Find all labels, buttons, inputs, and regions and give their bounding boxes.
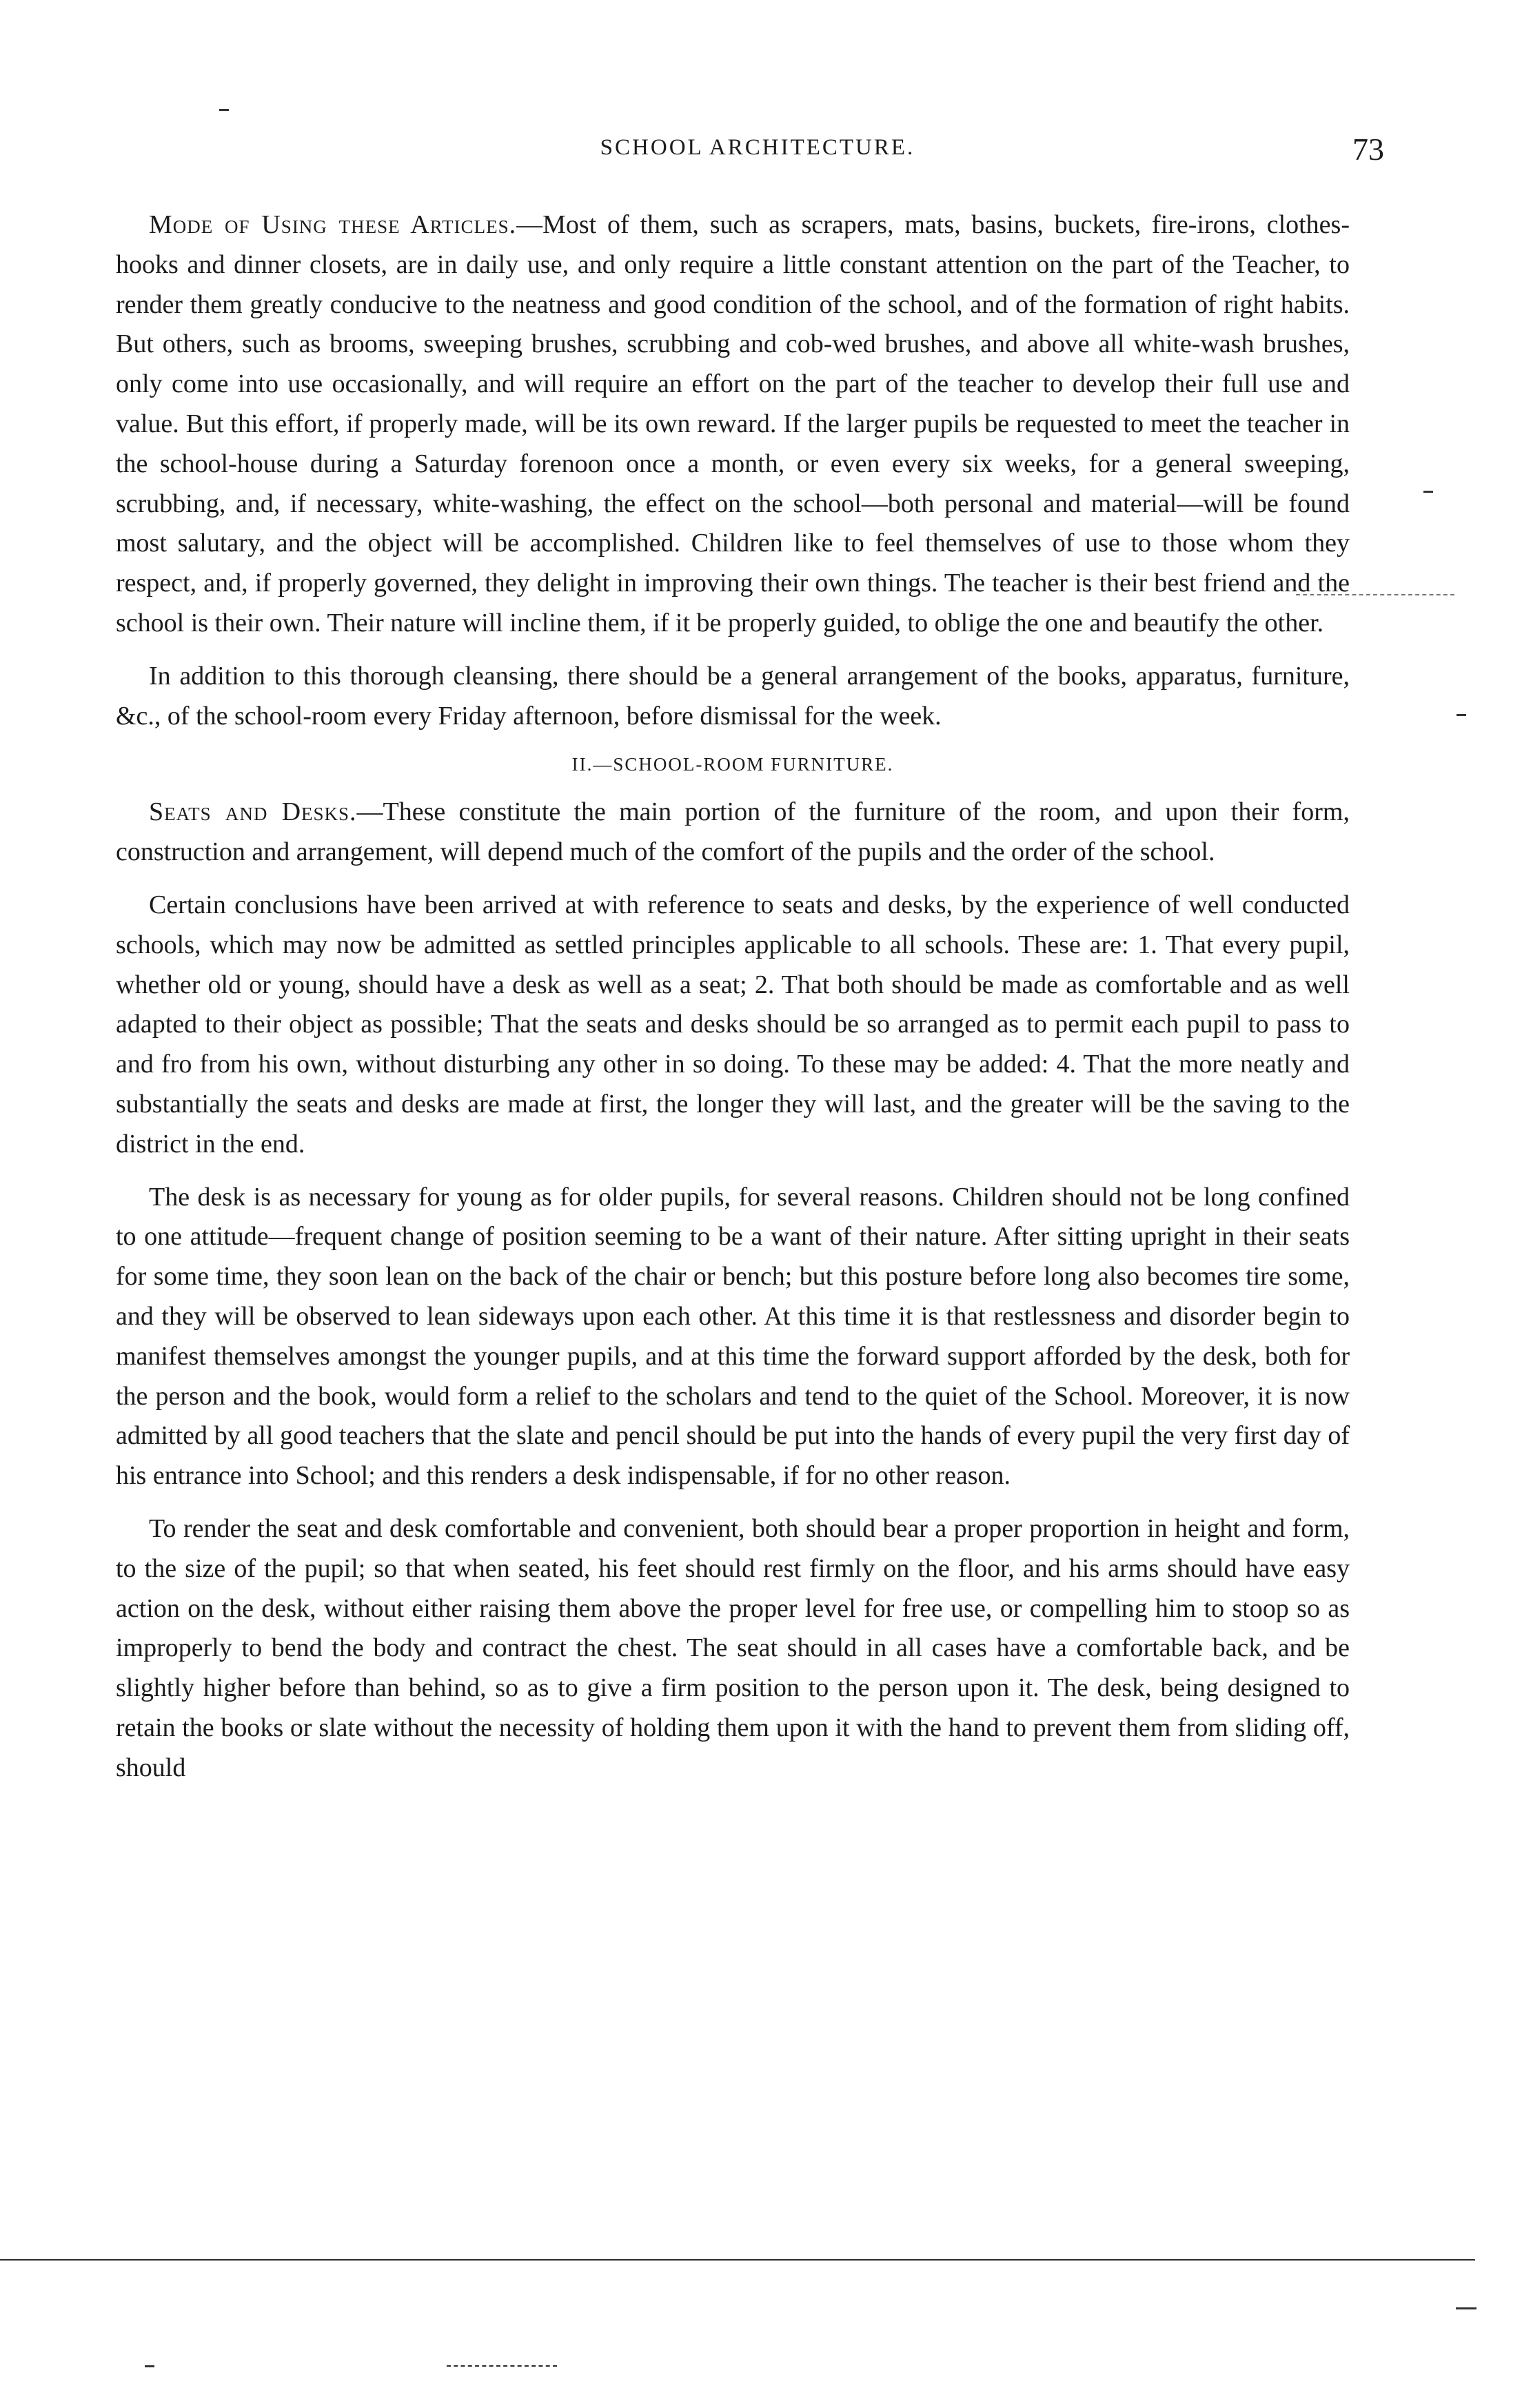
running-head — [117, 132, 1398, 176]
scan-dash-footer — [447, 2365, 557, 2367]
run-in-heading: Seats and Desks. — [149, 797, 357, 827]
section-heading-furniture: II.—SCHOOL-ROOM FURNITURE. — [571, 754, 894, 775]
paragraph-mode-of-using — [116, 205, 1350, 644]
speck — [1457, 714, 1466, 716]
paragraph-desk-necessity: The desk is as necessary for young as for older pupils, for several reasons. Children should not be long confined to one attitude—frequent change of position seeming to be a want of their nature. After sitting upright in their seats for some time, they soon lean on the back of the chair or bench; but this posture before long also becomes tire some, and they will be observed to lean sideways upon each other. At this time it is that restlessness and disorder begin to manifest themselves amongst the younger pupils, and at this time the forward support afforded by the desk, both for the person and the book, would form a relief to the scholars and tend to the quiet of the School. Moreover, it is now admitted by all good teachers that the slate and pencil should be put into the hands of every pupil the very first day of his entrance into School; and this renders a desk indispensable, if for no other reason. — [116, 1182, 1350, 1491]
speck — [219, 109, 229, 111]
paragraph-seats-and-desks — [116, 793, 1350, 873]
paragraph-conclusions: Certain conclusions have been arrived at with reference to seats and desks, by the experience of well conducted schools, which may now be admitted as settled principles applicable to all schools. These are: 1. That every pupil, whether old or young, should have a desk as well as a seat; 2. That both should be made as comfortable and as well adapted to their object as possible; That the seats and desks should be so arranged as to permit each pupil to pass to and fro from his own, without disturbing any other in so doing. To these may be added: 4. That the more neatly and substantially the seats and desks are made at first, the longer they will last, and the greater will be the saving to the district in the end. — [116, 890, 1350, 1159]
paragraph-text: —These constitute the main portion of the furniture of the room, and upon their form, construction and arrangement, will depend much of the comfort of the pupils and the order of the school. — [116, 797, 1350, 867]
scan-line-upper — [1296, 594, 1454, 595]
speck — [1423, 491, 1433, 493]
run-in-heading: Mode of Using these Articles. — [149, 210, 517, 239]
scan-line-lower — [0, 2259, 1475, 2261]
running-title: SCHOOL ARCHITECTURE. — [600, 135, 915, 160]
paragraph-arrangement: In addition to this thorough cleansing, there should be a general arrangement of the books, apparatus, furniture, &c., of the school-room every Friday afternoon, before dismissal for the week. — [116, 661, 1350, 731]
body-text — [116, 205, 1350, 1801]
paragraph-text: —Most of them, such as scrapers, mats, basins, buckets, fire-irons, clothes-hooks and dinner closets, are in daily use, and only require a little constant attention on the part of the Teacher, to render them greatly conducive to the neatness and good condition of the school, and of the formation of right habits. But others, such as brooms, sweeping brushes, scrubbing and cob-wed brushes, and above all white-wash brushes, only come into use occasionally, and will require an effort on the part of the teacher to develop their full use and value. But this effort, if properly made, will be its own reward. If the larger pupils be requested to meet the teacher in the school-house during a Saturday forenoon once a month, or even every six weeks, for a general sweeping, scrubbing, and, if necessary, white-washing, the effect on the school—both personal and material—will be found most salutary, and the object will be accomplished. Children like to feel themselves of use to those whom they respect, and, if properly governed, they delight in improving their own things. The teacher is their best friend and the school is their own. Their nature will incline them, if it be properly guided, to oblige the one and beautify the other. — [116, 210, 1350, 637]
paragraph-proportion: To render the seat and desk comfortable and convenient, both should bear a proper proportion in height and form, to the size of the pupil; so that when seated, his feet should rest firmly on the floor, and his arms should have easy action on the desk, without either raising them above the proper level for free use, or compelling him to stoop so as improperly to bend the body and contract the chest. The seat should in all cases have a comfortable back, and be slightly higher before than behind, so as to give a firm position to the person upon it. The desk, being designed to retain the books or slate without the necessity of holding them upon it with the hand to prevent them from sliding off, should — [116, 1513, 1350, 1782]
speck — [1456, 2307, 1477, 2309]
page-number: 73 — [1352, 132, 1384, 167]
speck — [145, 2365, 154, 2367]
